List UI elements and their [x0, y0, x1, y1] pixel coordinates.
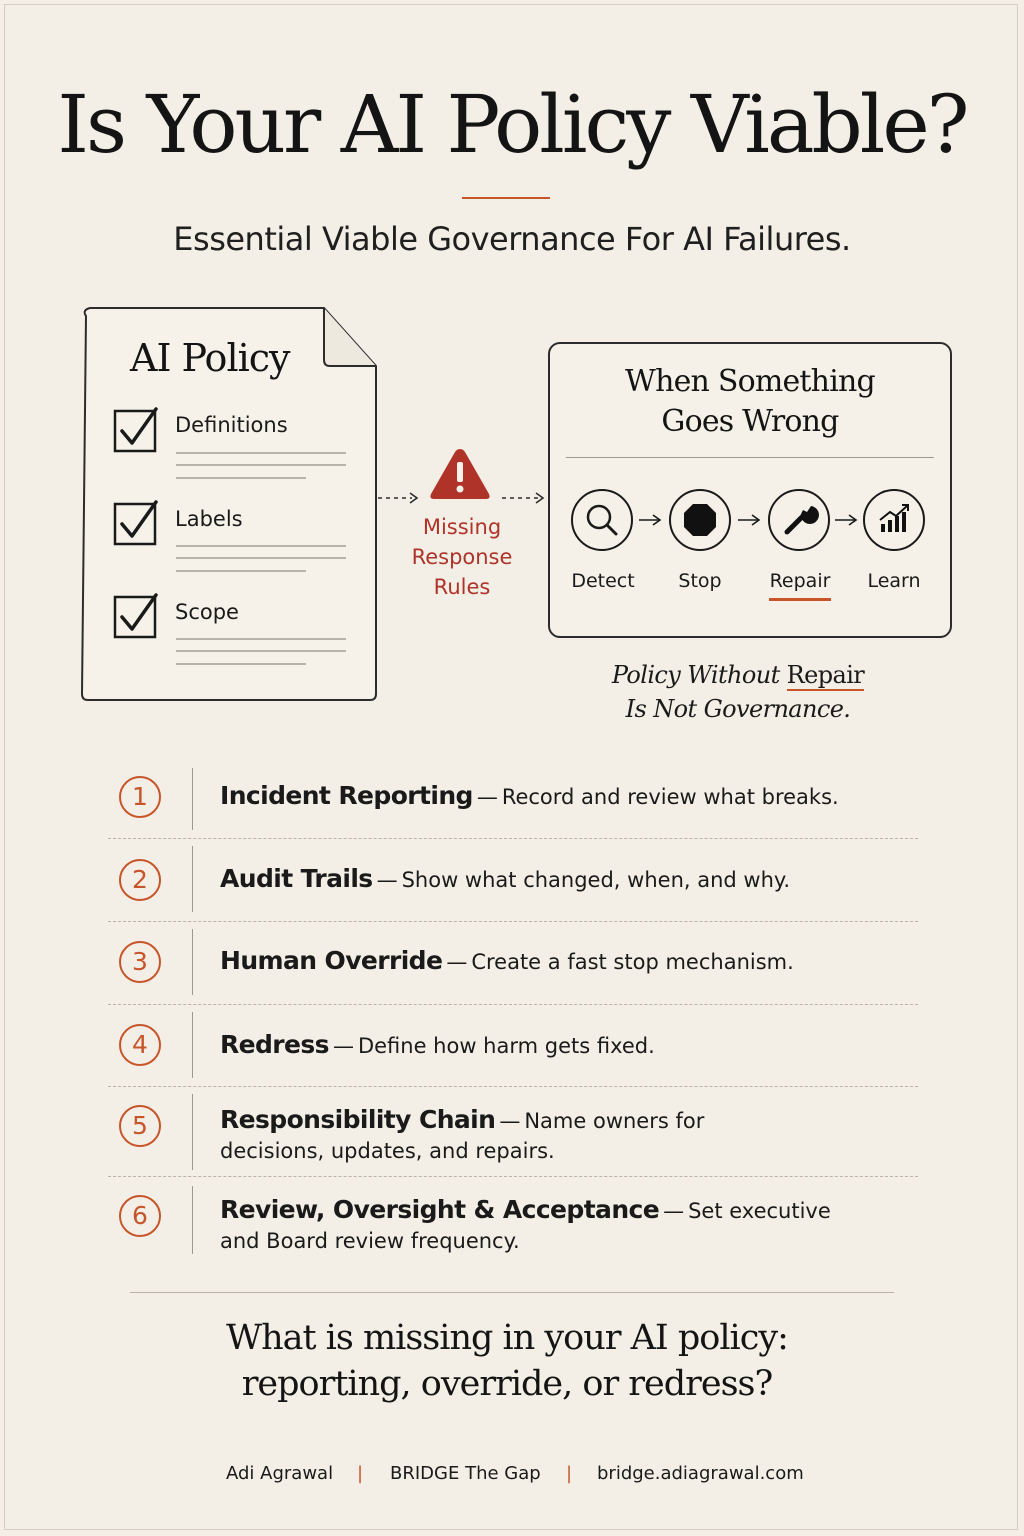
- item-divider: [192, 1012, 193, 1078]
- item-divider: [192, 768, 193, 830]
- warning-triangle-icon: [428, 446, 492, 502]
- text-line: [176, 663, 306, 665]
- item-separator: [108, 1004, 918, 1005]
- item-desc: Set executive and Board review frequency.: [220, 1199, 831, 1253]
- item-separator: [108, 1176, 918, 1177]
- text-line: [176, 464, 346, 466]
- page-subtitle: Essential Viable Governance For AI Failures.: [173, 220, 851, 258]
- item-number-badge: 3: [119, 941, 161, 983]
- item-divider: [192, 846, 193, 912]
- warning-line: Rules: [433, 575, 491, 599]
- footer-separator: |: [357, 1463, 364, 1484]
- question-line: What is missing in your AI policy:: [226, 1318, 788, 1358]
- stop-octagon-icon: [668, 488, 732, 552]
- repair-highlight-rule: [769, 598, 831, 601]
- item-name: Review, Oversight & Acceptance: [220, 1195, 660, 1224]
- magnifier-icon: [570, 488, 634, 552]
- closing-question: [0, 1315, 1014, 1407]
- footer-url[interactable]: bridge.adiagrawal.com: [597, 1463, 804, 1484]
- item-desc: Define how harm gets fixed.: [357, 1034, 655, 1058]
- response-box-title: [548, 362, 952, 442]
- footer-brand: BRIDGE The Gap: [390, 1463, 541, 1484]
- caption-emphasis: Repair: [786, 661, 865, 689]
- item-name: Redress: [220, 1030, 329, 1059]
- item-desc: Record and review what breaks.: [501, 785, 839, 809]
- step-label-stop: Stop: [678, 570, 722, 592]
- item-divider: [192, 929, 193, 995]
- question-line: reporting, override, or redress?: [241, 1364, 773, 1404]
- item-name: Incident Reporting: [220, 781, 473, 810]
- governance-caption: [548, 658, 928, 726]
- step-label-detect: Detect: [571, 570, 635, 592]
- dashed-arrow-right: [502, 490, 546, 506]
- warning-label: [382, 512, 542, 602]
- list-item: Redress — Define how harm gets fixed.: [220, 1030, 655, 1059]
- item-separator: [108, 838, 918, 839]
- text-line: [176, 545, 346, 547]
- item-number-badge: 4: [119, 1024, 161, 1066]
- text-line: [176, 650, 346, 652]
- item-separator: [108, 921, 918, 922]
- item-number-badge: 1: [119, 776, 161, 818]
- text-line: [176, 570, 306, 572]
- item-divider: [192, 1094, 193, 1170]
- box-title-line: When Something: [625, 364, 875, 399]
- step-label-repair: Repair: [769, 570, 831, 592]
- checkbox-checked-icon: [112, 498, 162, 548]
- wrench-icon: [767, 488, 831, 552]
- caption-text: Policy Without: [611, 661, 787, 689]
- step-arrow-icon: [737, 512, 763, 528]
- box-title-line: Goes Wrong: [661, 404, 839, 439]
- item-number-badge: 2: [119, 859, 161, 901]
- text-line: [176, 638, 346, 640]
- box-divider: [566, 457, 934, 458]
- caption-line: Is Not Governance.: [625, 695, 851, 723]
- list-item: Audit Trails — Show what changed, when, and why.: [220, 864, 791, 893]
- item-desc: Name owners for decisions, updates, and repairs.: [220, 1109, 705, 1163]
- list-item: Responsibility Chain — Name owners for decisions, updates, and repairs.: [220, 1105, 705, 1163]
- item-divider: [192, 1186, 193, 1254]
- policy-item-scope: Scope: [175, 600, 239, 624]
- list-item: Review, Oversight & Acceptance — Set executive and Board review frequency.: [220, 1195, 831, 1253]
- item-desc: Show what changed, when, and why.: [401, 868, 791, 892]
- dashed-arrow-left: [378, 490, 420, 506]
- item-separator: [108, 1086, 918, 1087]
- page-title: Is Your AI Policy Viable?: [57, 78, 967, 171]
- text-line: [176, 477, 306, 479]
- policy-doc-title: AI Policy: [130, 336, 290, 380]
- warning-line: Missing: [422, 515, 502, 539]
- title-accent-rule: [462, 197, 550, 199]
- policy-item-labels: Labels: [175, 507, 243, 531]
- text-line: [176, 557, 346, 559]
- list-item: Incident Reporting — Record and review what breaks.: [220, 781, 839, 810]
- growth-chart-icon: [862, 488, 926, 552]
- policy-item-definitions: Definitions: [175, 413, 288, 437]
- item-number-badge: 6: [119, 1195, 161, 1237]
- step-arrow-icon: [834, 512, 860, 528]
- checkbox-checked-icon: [112, 405, 162, 455]
- item-desc: Create a fast stop mechanism.: [471, 950, 794, 974]
- footer-separator: |: [566, 1463, 573, 1484]
- checkbox-checked-icon: [112, 591, 162, 641]
- item-number-badge: 5: [119, 1105, 161, 1147]
- step-arrow-icon: [638, 512, 664, 528]
- item-name: Audit Trails: [220, 864, 373, 893]
- text-line: [176, 452, 346, 454]
- item-name: Responsibility Chain: [220, 1105, 496, 1134]
- step-label-learn: Learn: [867, 570, 921, 592]
- warning-line: Response: [411, 545, 513, 569]
- bottom-divider: [130, 1292, 894, 1293]
- item-name: Human Override: [220, 946, 443, 975]
- footer-author: Adi Agrawal: [226, 1463, 334, 1484]
- list-item: Human Override — Create a fast stop mechanism.: [220, 946, 794, 975]
